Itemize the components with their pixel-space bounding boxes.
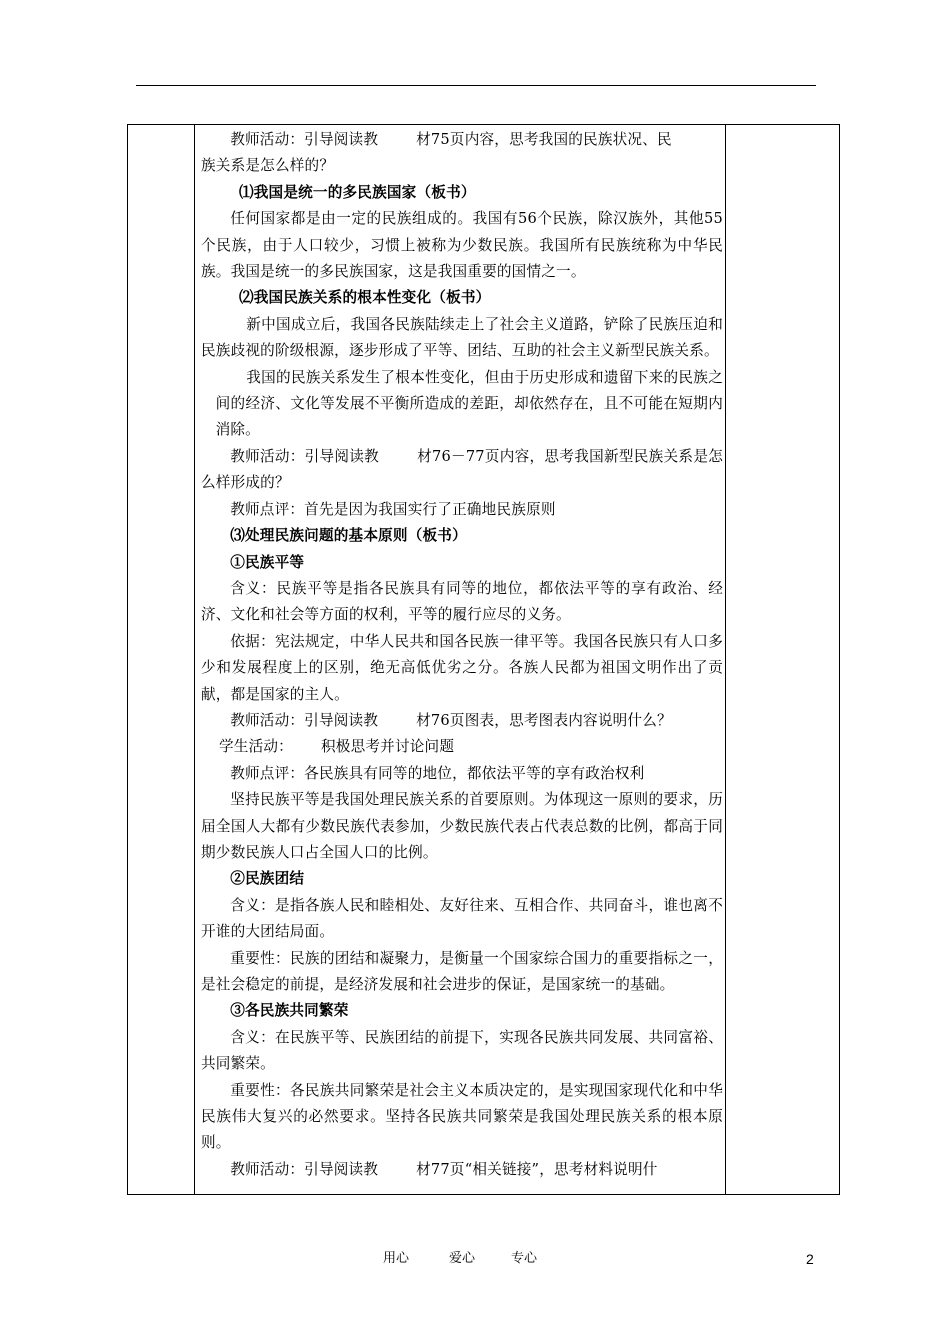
paragraph: 坚持民族平等是我国处理民族关系的首要原则。为体现这一原则的要求，历届全国人大都有少数民族代表参加，少数民族代表占代表总数的比例，都高于同期少数民族人口占全国人口的比例。 — [201, 791, 723, 861]
paragraph: 重要性：各民族共同繁荣是社会主义本质决定的，是实现国家现代化和中华民族伟大复兴的必然要求。坚持各民族共同繁荣是我国处理民族关系的根本原则。 — [201, 1081, 723, 1152]
paragraph: 依据：宪法规定，中华人民共和国各民族一律平等。我国各民族只有人口多少和发展程度上的区别，绝无高低优劣之分。各族人民都为祖国文明作出了贡献，都是国家的主人。 — [201, 632, 723, 703]
subsection-heading: ③各民族共同繁荣 — [230, 1002, 349, 1020]
paragraph: 我国的民族关系发生了根本性变化，但由于历史形成和遗留下来的民族之间的经济、文化等发展不平衡所造成的差距，却依然存在，且不可能在短期内消除。 — [215, 368, 723, 439]
column-divider-right — [725, 125, 726, 1194]
page-footer — [0, 1249, 950, 1269]
subsection-heading: ②民族团结 — [230, 870, 305, 888]
activity-line: 教师活动：引导阅读教 材77页“相关链接”，思考材料说明什 — [230, 1160, 658, 1178]
footer-right: 专心 — [511, 1251, 538, 1266]
text-line: 族关系是怎么样的？ — [201, 157, 335, 175]
activity-line: 教师活动：引导阅读教 材75页内容，思考我国的民族状况、民 — [230, 131, 672, 148]
footer-middle: 爱心 — [449, 1251, 476, 1266]
activity-line: 教师活动：引导阅读教 材76－77页内容，思考我国新型民族关系是怎么样形成的？ — [201, 447, 723, 492]
paragraph: 含义：在民族平等、民族团结的前提下，实现各民族共同发展、共同富裕、共同繁荣。 — [201, 1028, 723, 1073]
column-divider-left — [194, 125, 195, 1194]
section-heading: ⑶处理民族问题的基本原则（板书） — [230, 527, 467, 545]
paragraph: 含义：是指各族人民和睦相处、友好往来、互相合作、共同奋斗，谁也离不开谁的大团结局面。 — [201, 896, 723, 941]
subsection-heading: ①民族平等 — [230, 553, 305, 571]
activity-line: 教师活动：引导阅读教 材76页图表，思考图表内容说明什么？ — [230, 711, 672, 729]
text-line: 教师点评：首先是因为我国实行了正确地民族原则 — [230, 500, 556, 518]
section-heading: ⑴我国是统一的多民族国家（板书） — [238, 183, 476, 201]
text-line: 教师点评：各民族具有同等的地位，都依法平等的享有政治权利 — [230, 764, 645, 782]
section-heading: ⑵我国民族关系的根本性变化（板书） — [238, 289, 491, 307]
activity-line: 学生活动： 积极思考并讨论问题 — [219, 738, 455, 756]
paragraph: 含义：民族平等是指各民族具有同等的地位，都依法平等的享有政治、经济、文化和社会等方面的权利，平等的履行应尽的义务。 — [201, 579, 723, 624]
page-number: 2 — [806, 1251, 814, 1267]
paragraph: 新中国成立后，我国各民族陆续走上了社会主义道路，铲除了民族压迫和民族歧视的阶级根源，逐步形成了平等、团结、互助的社会主义新型民族关系。 — [201, 315, 723, 360]
footer-left: 用心 — [383, 1251, 410, 1266]
header-rule — [136, 85, 816, 86]
lesson-content — [201, 127, 723, 1183]
paragraph: 重要性：民族的团结和凝聚力，是衡量一个国家综合国力的重要指标之一，是社会稳定的前提，是经济发展和社会进步的保证，是国家统一的基础。 — [201, 949, 723, 993]
paragraph: 任何国家都是由一定的民族组成的。我国有56个民族，除汉族外，其他55个民族，由于人口较少，习惯上被称为少数民族。我国所有民族统称为中华民族。我国是统一的多民族国家，这是我国重要的国情之一。 — [201, 210, 723, 281]
